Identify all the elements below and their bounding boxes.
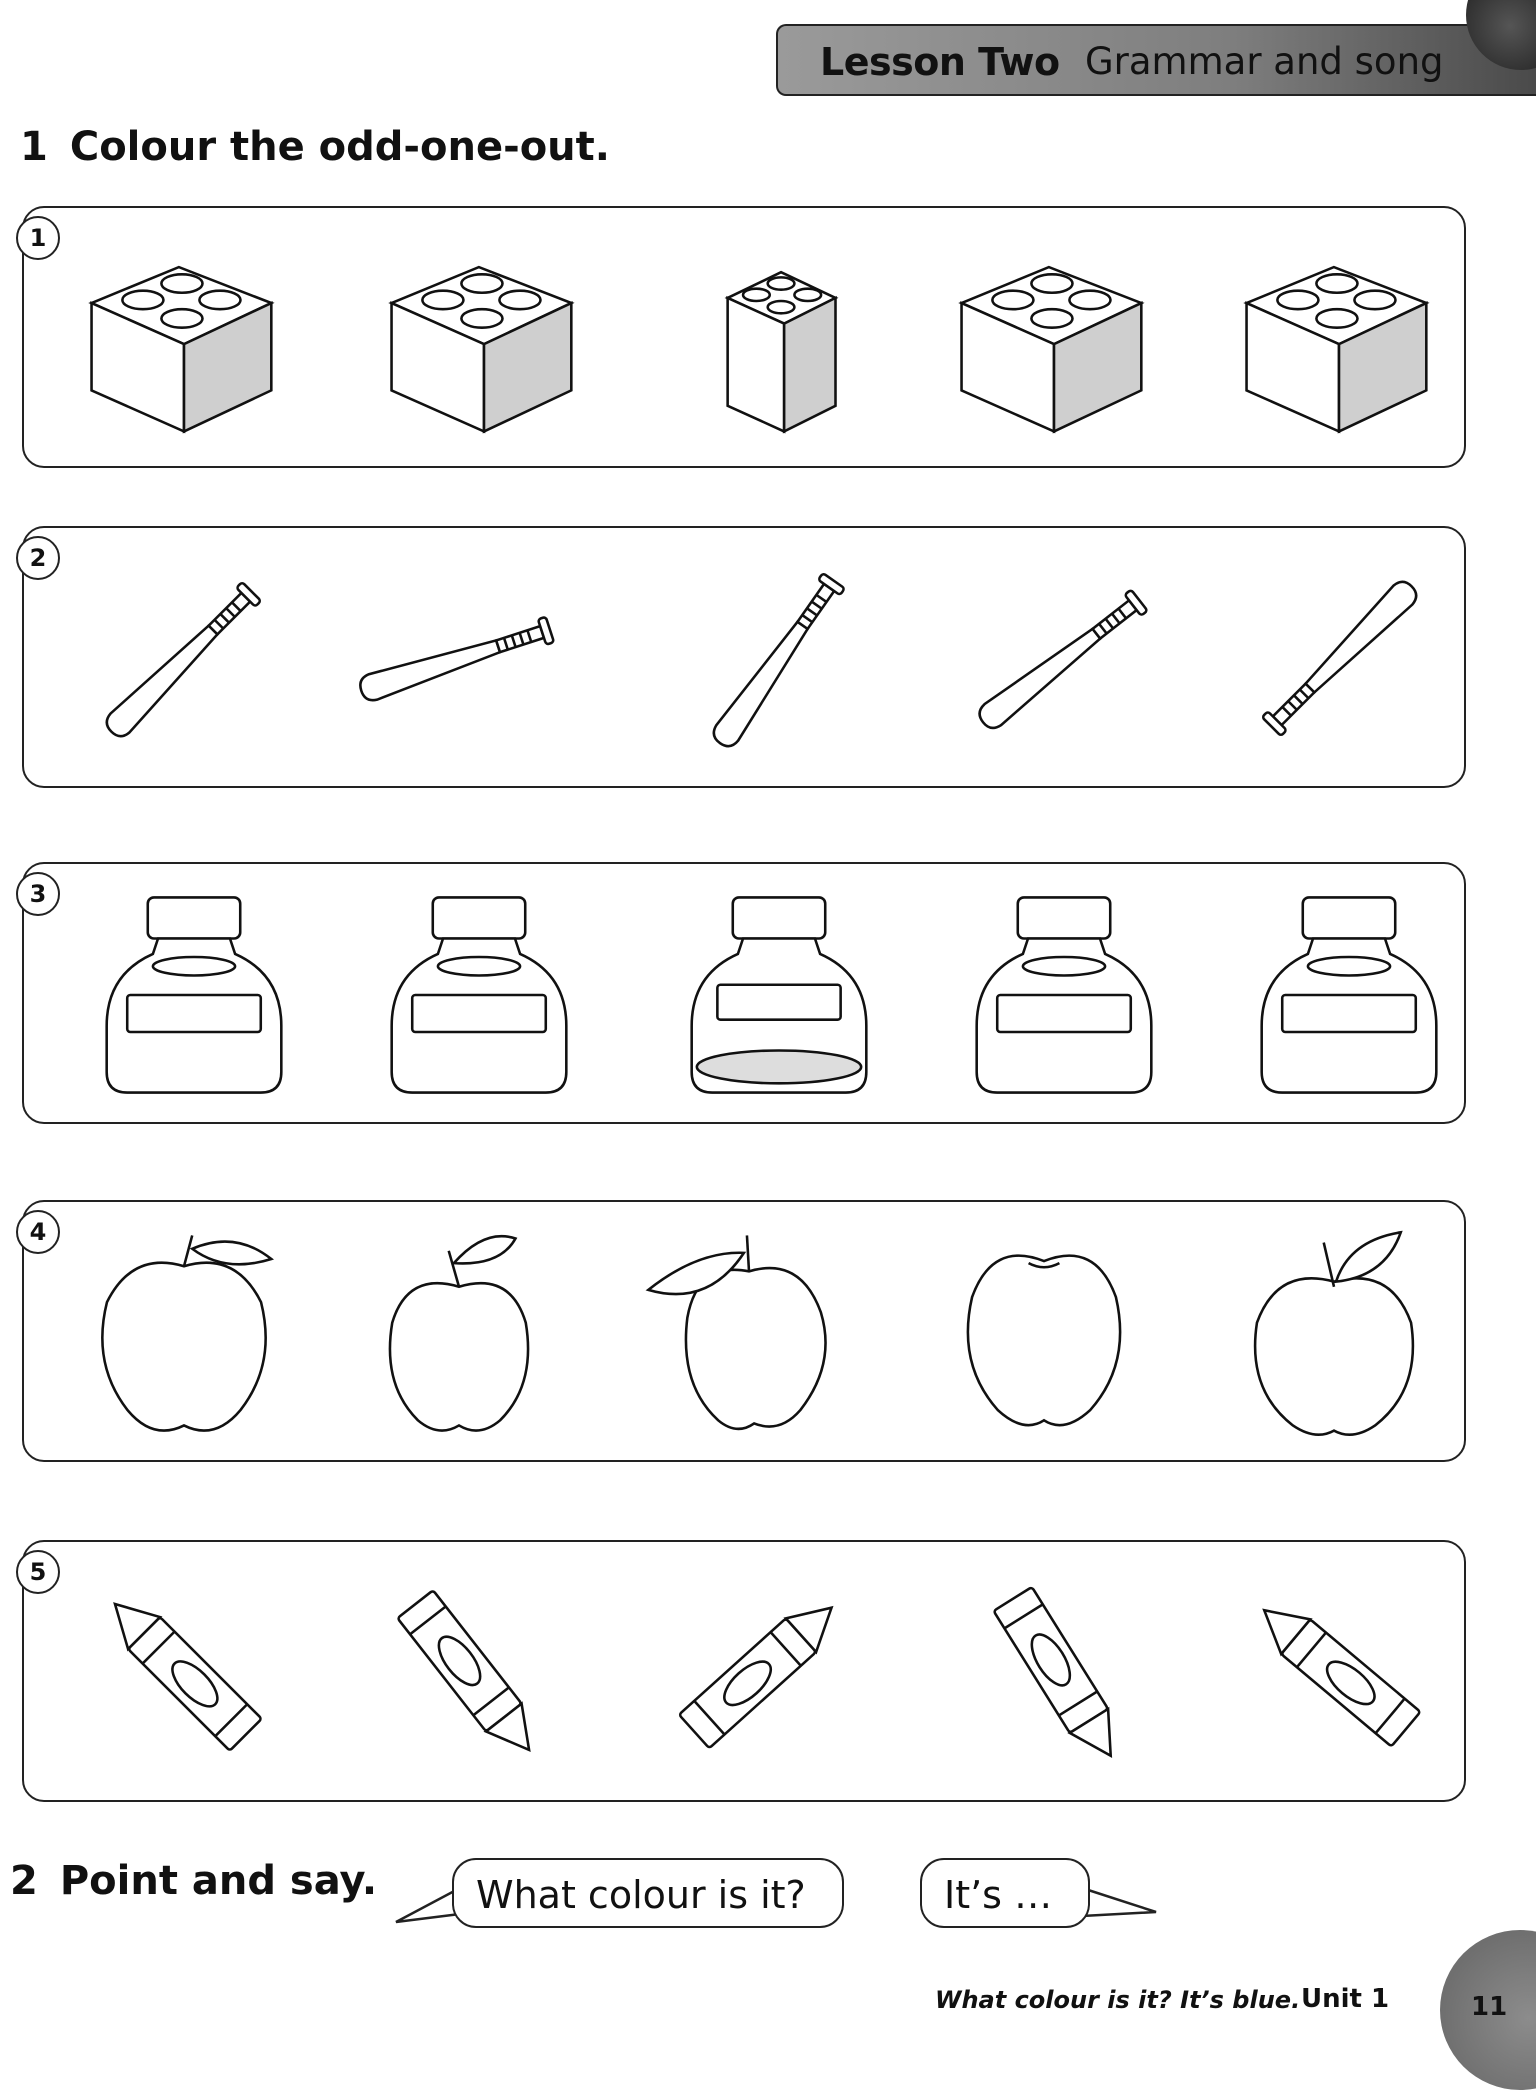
block-item-odd[interactable]: [664, 226, 894, 452]
row-1-number: 1: [16, 216, 60, 260]
crayon-item[interactable]: [644, 1560, 874, 1786]
jar-item-odd[interactable]: [664, 882, 894, 1108]
bat-item[interactable]: [69, 546, 299, 772]
exercise-1-number: 1: [20, 124, 48, 170]
apple-item-odd[interactable]: [929, 1220, 1159, 1446]
exercise-1-heading: [20, 124, 610, 170]
row-1-panel: [22, 206, 1466, 468]
crayon-item[interactable]: [354, 1560, 584, 1786]
question-speech-bubble: What colour is it?: [452, 1858, 844, 1928]
row-3-panel: [22, 862, 1466, 1124]
jar-item[interactable]: [949, 882, 1179, 1108]
row-5-panel: [22, 1540, 1466, 1802]
row-5-number: 5: [16, 1550, 60, 1594]
lesson-title: Lesson Two: [820, 40, 1060, 84]
crayon-item-odd[interactable]: [1224, 1560, 1454, 1786]
row-3-number: 3: [16, 872, 60, 916]
bat-item[interactable]: [664, 546, 894, 772]
answer-speech-bubble: It’s …: [920, 1858, 1090, 1928]
bat-item[interactable]: [344, 546, 574, 772]
row-4-number: 4: [16, 1210, 60, 1254]
answer-bubble-tail: [1080, 1880, 1160, 1930]
apple-item[interactable]: [344, 1220, 574, 1446]
page-number: 11: [1471, 1992, 1508, 2022]
jar-item[interactable]: [364, 882, 594, 1108]
exercise-2-number: 2: [10, 1858, 38, 1904]
exercise-2-instruction: Point and say.: [59, 1858, 378, 1904]
block-item[interactable]: [1224, 226, 1454, 452]
apple-item[interactable]: [634, 1220, 864, 1446]
crayon-item[interactable]: [944, 1560, 1174, 1786]
block-item[interactable]: [939, 226, 1169, 452]
lesson-subtitle: Grammar and song: [1085, 40, 1444, 83]
bat-item[interactable]: [949, 546, 1179, 772]
jar-item[interactable]: [79, 882, 309, 1108]
exercise-1-instruction: Colour the odd-one-out.: [69, 124, 610, 170]
apple-item[interactable]: [69, 1220, 299, 1446]
exercise-2-heading: [10, 1858, 377, 1904]
apple-item[interactable]: [1219, 1220, 1449, 1446]
jar-item[interactable]: [1234, 882, 1464, 1108]
footer-unit-label: Unit 1: [1301, 1984, 1390, 2014]
footer-caption: What colour is it? It’s blue.: [935, 1986, 1301, 2014]
crayon-item[interactable]: [69, 1560, 299, 1786]
row-2-panel: [22, 526, 1466, 788]
row-4-panel: [22, 1200, 1466, 1462]
block-item[interactable]: [369, 226, 599, 452]
bat-item-odd[interactable]: [1224, 546, 1454, 772]
row-2-number: 2: [16, 536, 60, 580]
block-item[interactable]: [69, 226, 299, 452]
